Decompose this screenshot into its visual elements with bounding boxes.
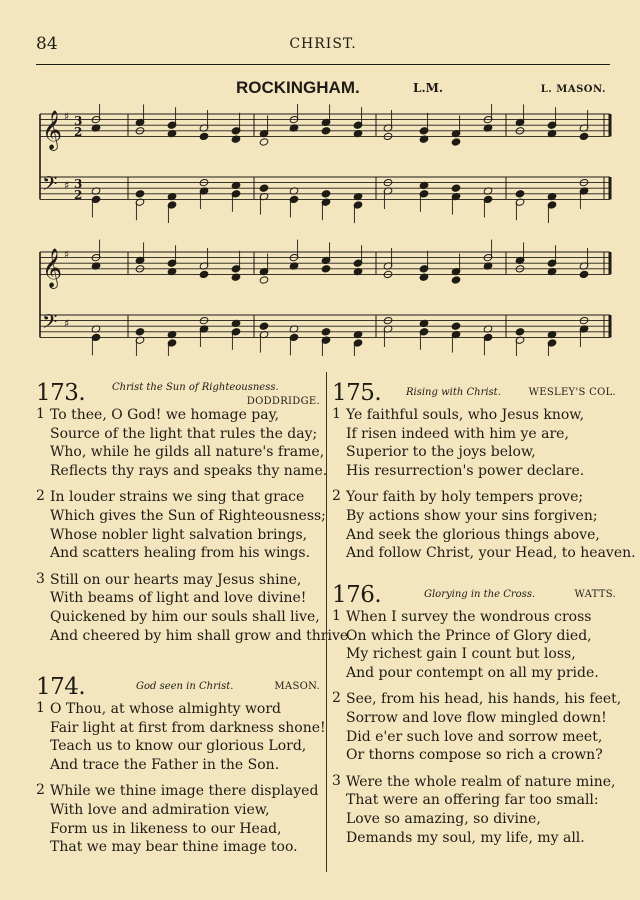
hymn-author: DODDRIDGE. (246, 396, 320, 407)
stanza-number: 1 (332, 406, 341, 422)
stanza (332, 406, 622, 480)
hymn-number: 175. (332, 380, 382, 406)
verse-line: And scatters healing from his wings. (50, 545, 311, 562)
verse-line: Did e'er such love and sorrow meet, (346, 728, 603, 745)
note-head (451, 184, 461, 192)
stanza (36, 700, 324, 774)
hymn-174 (36, 674, 324, 865)
hymn-header (332, 582, 622, 608)
stanza (36, 570, 353, 645)
verse-line: Who, while he gilds all nature's frame, (50, 444, 325, 461)
stanza-number: 1 (36, 700, 45, 716)
verse-line: Reflects thy rays and speaks thy name. (50, 462, 328, 479)
tune-header (36, 78, 610, 102)
page-header (36, 30, 610, 54)
note-head (321, 127, 331, 135)
time-signature-top: 3 (74, 114, 83, 128)
hymn-author: WESLEY'S COL. (528, 387, 616, 398)
note-head (451, 276, 461, 284)
note-head (199, 132, 209, 140)
column-divider (326, 372, 327, 872)
hymn-175 (332, 380, 636, 571)
note-head (451, 322, 461, 330)
sharp-icon: ♯ (64, 317, 70, 330)
verse-line: On which the Prince of Glory died, (346, 627, 592, 644)
note-head (321, 190, 331, 198)
stanza (332, 608, 622, 682)
note-head (321, 328, 331, 336)
bass-clef-icon: 𝄢 (42, 172, 58, 200)
stanza-number: 2 (36, 488, 45, 505)
tune-meter: L.M. (413, 81, 444, 95)
verse-line: And pour contempt on all my pride. (346, 664, 599, 681)
header-rule (36, 64, 610, 65)
hymn-author: WATTS. (574, 589, 616, 600)
sharp-icon: ♯ (64, 179, 70, 192)
verse-line: That we may bear thine image too. (50, 839, 298, 856)
verse-line: See, from his head, his hands, his feet, (346, 691, 622, 708)
verse-line: Teach us to know our glorious Lord, (50, 738, 307, 755)
verse-line: Form us in likeness to our Head, (50, 820, 282, 837)
music-score (36, 104, 614, 356)
note-head (515, 190, 525, 198)
verse-line: While we thine image there displayed (50, 783, 319, 800)
running-title: CHRIST. (289, 36, 357, 52)
note-head (199, 270, 209, 278)
verse-line: And seek the glorious things above, (346, 526, 600, 543)
stanza (36, 406, 328, 480)
tune-title: ROCKINGHAM. (236, 78, 360, 97)
treble-clef-icon: 𝄞 (42, 248, 63, 288)
verse-line: Quickened by him our souls shall live, (50, 608, 320, 625)
note-head (259, 322, 269, 330)
stanza (332, 488, 636, 562)
verse-line: Demands my soul, my life, my all. (346, 829, 585, 846)
verse-line: Superior to the joys below, (346, 444, 536, 461)
hymn-header (36, 380, 324, 406)
hymn-subject: Christ the Sun of Righteousness. (112, 382, 279, 393)
stanza (332, 773, 622, 847)
note-head (259, 276, 269, 284)
verse-line: Still on our hearts may Jesus shine, (50, 571, 302, 588)
treble-clef-icon: 𝄞 (42, 110, 63, 150)
hymn-number: 176. (332, 582, 382, 608)
verse-line: Whose nobler light salvation brings, (50, 526, 308, 543)
stanza-number: 2 (332, 488, 341, 505)
stanza-number: 2 (332, 690, 341, 707)
time-signature-bottom: 2 (74, 188, 83, 202)
sharp-icon: ♯ (64, 110, 70, 123)
note-head (135, 190, 145, 198)
verse-line: His resurrection's power declare. (346, 462, 585, 479)
stanza (36, 488, 324, 562)
verse-line: Or thorns compose so rich a crown? (346, 747, 603, 764)
verse-line: With beams of light and love divine! (50, 590, 307, 607)
sharp-icon: ♯ (64, 248, 70, 261)
verse-line: In louder strains we sing that grace (50, 489, 305, 506)
stanza-number: 3 (332, 772, 341, 789)
stanza (36, 782, 324, 856)
verse-line: O Thou, at whose almighty word (50, 701, 282, 717)
hymn-header (36, 674, 324, 700)
note-head (451, 138, 461, 146)
hymn-subject: Rising with Christ. (406, 387, 501, 398)
hymn-173 (36, 380, 353, 653)
hymn-number: 174. (36, 674, 86, 700)
verse-line: By actions show your sins forgiven; (346, 507, 598, 524)
verse-line: That were an offering far too small: (346, 792, 599, 809)
stanza-number: 3 (36, 570, 45, 587)
verse-line: Source of the light that rules the day; (50, 425, 318, 442)
verse-line: Were the whole realm of nature mine, (346, 773, 616, 790)
hymn-author: MASON. (274, 681, 320, 692)
note-head (515, 328, 525, 336)
tune-composer: L. MASON. (540, 84, 606, 95)
verse-line: Love so amazing, so divine, (346, 810, 541, 827)
note-head (321, 265, 331, 273)
bass-clef-icon: 𝄢 (42, 310, 58, 338)
stanza-number: 1 (36, 406, 45, 422)
verse-line: Fair light at first from darkness shone! (50, 719, 326, 736)
hymn-subject: God seen in Christ. (136, 681, 234, 692)
verse-line: If risen indeed with him ye are, (346, 425, 569, 442)
stanza-number: 1 (332, 608, 341, 624)
stanza (332, 690, 622, 764)
note-head (579, 132, 589, 140)
hymn-number: 173. (36, 380, 86, 406)
page-number: 84 (36, 34, 58, 54)
verse-line: To thee, O God! we homage pay, (50, 407, 280, 423)
note-head (135, 328, 145, 336)
note-head (259, 138, 269, 146)
time-signature-top: 3 (74, 177, 83, 191)
verse-line: And trace the Father in the Son. (50, 756, 280, 773)
verse-line: And cheered by him shall grow and thrive. (50, 627, 353, 644)
note-head (579, 270, 589, 278)
verse-line: When I survey the wondrous cross (346, 609, 592, 625)
hymn-176 (332, 582, 622, 855)
verse-line: And follow Christ, your Head, to heaven. (346, 545, 636, 562)
note-head (259, 184, 269, 192)
verse-line: My richest gain I count but loss, (346, 646, 576, 663)
hymn-header (332, 380, 622, 406)
stanza-number: 2 (36, 782, 45, 799)
verse-line: Your faith by holy tempers prove; (346, 489, 584, 506)
time-signature-bottom: 2 (74, 125, 83, 139)
verse-line: With love and admiration view, (50, 801, 270, 818)
verse-line: Sorrow and love flow mingled down! (346, 709, 607, 726)
verse-line: Ye faithful souls, who Jesus know, (346, 407, 585, 423)
hymn-subject: Glorying in the Cross. (424, 589, 536, 600)
verse-line: Which gives the Sun of Righteousness; (50, 507, 326, 524)
